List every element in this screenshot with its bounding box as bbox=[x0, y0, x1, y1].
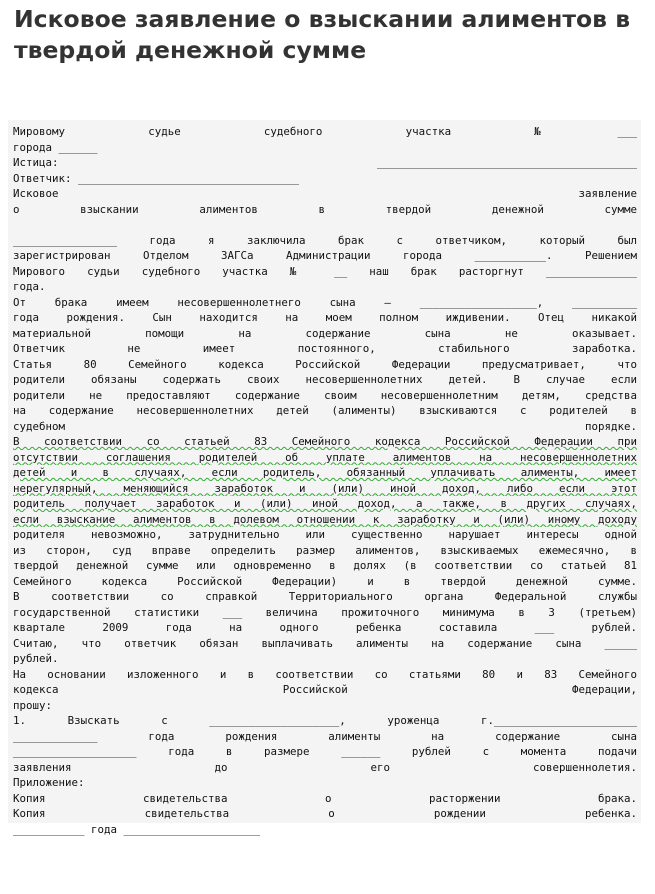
document-line bbox=[13, 264, 637, 280]
document-line-text: государственной статистики ___ величина прожиточного минимума в 3 (третьем) bbox=[13, 605, 637, 619]
document-line bbox=[13, 760, 637, 776]
document-line bbox=[13, 605, 637, 621]
document-line bbox=[13, 620, 637, 636]
document-line-text: Приложение: bbox=[13, 776, 85, 789]
document-line-text: родителя невозможно, затруднительно или существенно нарушает интересы одной bbox=[13, 528, 637, 541]
document-line bbox=[13, 589, 637, 605]
document-line-text: родители обязаны содержать своих несовершеннолетних детей. В случае если bbox=[13, 373, 637, 386]
document-line-text: Статья 80 Семейного кодекса Российской Федерации предусматривает, что bbox=[13, 357, 637, 371]
document-line-text: Копия свидетельства о рождении ребенка. bbox=[13, 807, 637, 820]
document-line-text: Считаю, что ответчик обязан выплачивать алименты на содержание сына _____ bbox=[13, 636, 637, 650]
document-line bbox=[13, 574, 637, 590]
document-line bbox=[13, 806, 637, 822]
document-line bbox=[13, 310, 637, 326]
document-line-text: В соответствии со справкой Территориального органа Федеральной службы bbox=[13, 590, 637, 603]
document-line bbox=[13, 434, 637, 450]
document-line bbox=[13, 667, 637, 683]
document-line bbox=[13, 791, 637, 807]
document-line bbox=[13, 357, 637, 373]
page-title: Исковое заявление о взыскании алиментов в твердой денежной сумме bbox=[14, 5, 631, 64]
document-line-text: из сторон, суд вправе определить размер алиментов, взыскиваемых ежемесячно, в bbox=[13, 543, 637, 557]
document-line-text: Семейного кодекса Российской Федерации) и в твердой денежной сумме. bbox=[13, 574, 637, 588]
document-line bbox=[13, 543, 637, 559]
document-body bbox=[8, 120, 641, 836]
document-line-text: От брака имеем несовершеннолетнего сына – __________________, __________ bbox=[13, 295, 637, 309]
document-line-text: Ответчик: __________________________________ bbox=[13, 171, 300, 185]
document-line bbox=[13, 682, 637, 698]
document-line-text: ________________ года я заключила брак с ответчиком, который был bbox=[13, 233, 637, 247]
document-line bbox=[13, 248, 637, 264]
document-line-text: прошу: bbox=[13, 698, 53, 712]
document-line bbox=[13, 636, 637, 652]
document-line-text: На основании изложенного и в соответствии со статьями 80 и 83 Семейного bbox=[13, 667, 637, 681]
document-line-text: родитель получает заработок и (или) иной доход, а также, в других случаях, bbox=[13, 497, 637, 510]
document-line-text: В соответствии со статьей 83 Семейного кодекса Российской Федерации при bbox=[13, 435, 637, 448]
document-text bbox=[13, 124, 637, 837]
document-line-text: детей и в случаях, если родитель, обязанный уплачивать алименты, имеет bbox=[13, 466, 637, 479]
document-line-text: Исковое заявление bbox=[13, 187, 637, 200]
document-line bbox=[13, 450, 637, 466]
document-line bbox=[13, 698, 637, 714]
document-line-text: года рождения. Сын находится на моем полном иждивении. Отец никакой bbox=[13, 311, 637, 324]
document-line bbox=[13, 713, 637, 729]
document-line-text: Мировому судье судебного участка №___ bbox=[13, 125, 637, 138]
document-line-text: Истица: ________________________________________ bbox=[13, 156, 637, 169]
document-line bbox=[13, 481, 637, 497]
document-line bbox=[13, 233, 637, 249]
document-line bbox=[13, 388, 637, 404]
document-line-text: заявления до его совершеннолетия. bbox=[13, 760, 637, 774]
document-line bbox=[13, 155, 637, 171]
document-line-text: зарегистрирован Отделом ЗАГСа Администрации города ___________. Решением bbox=[13, 249, 637, 262]
document-line bbox=[13, 186, 637, 202]
document-line-text: Мирового судьи судебного участка № __ наш брак расторгнут ______________ bbox=[13, 264, 637, 278]
document-line bbox=[13, 465, 637, 481]
document-line bbox=[13, 140, 637, 156]
document-line bbox=[13, 744, 637, 760]
document-line-text: _____________ года рождения алименты на содержание сына bbox=[13, 729, 637, 743]
document-line-text: квартале 2009 года на одного ребенка составила ___ рублей. bbox=[13, 621, 637, 634]
document-line-text: города ______ bbox=[13, 140, 98, 154]
document-line-text: на содержание несовершеннолетних детей (алименты) взыскиваются с родителей в bbox=[13, 404, 637, 417]
document-line bbox=[13, 217, 637, 233]
document-line-text: твердой денежной сумме или одновременно в долях (в соответствии со статьей 81 bbox=[13, 559, 637, 572]
document-line bbox=[13, 124, 637, 140]
document-line-text: судебном порядке. bbox=[13, 419, 637, 433]
document-line bbox=[13, 512, 637, 528]
document-line bbox=[13, 171, 637, 187]
document-line bbox=[13, 341, 637, 357]
document-line-text: нерегулярный, меняющийся заработок и (или) иной доход, либо если этот bbox=[13, 481, 637, 495]
document-line bbox=[13, 403, 637, 419]
document-line bbox=[13, 372, 637, 388]
document-line bbox=[13, 729, 637, 745]
document-line bbox=[13, 651, 637, 667]
document-line-text: о взыскании алиментов в твердой денежной сумме bbox=[13, 202, 637, 216]
document-line bbox=[13, 326, 637, 342]
document-line bbox=[13, 279, 637, 295]
document-line-text: материальной помощи на содержание сына не оказывает. bbox=[13, 326, 637, 340]
document-line-text: рублей. bbox=[13, 652, 59, 665]
document-line bbox=[13, 419, 637, 435]
document-line-text: кодекса Российской Федерации, bbox=[13, 683, 637, 696]
document-line-text: родители не предоставляют содержание своим несовершеннолетним детям, средства bbox=[13, 388, 637, 402]
document-line-text: Ответчик не имеет постоянного, стабильного заработка. bbox=[13, 342, 637, 355]
document-line bbox=[13, 527, 637, 543]
document-line-text: года. bbox=[13, 280, 46, 293]
document-line bbox=[13, 202, 637, 218]
document-line-text: отсутствии соглашения родителей об уплате алиментов на несовершеннолетних bbox=[13, 450, 637, 464]
document-line-text: ___________ года _____________________ bbox=[13, 822, 261, 836]
document-line-text: Копия свидетельства о расторжении брака. bbox=[13, 791, 637, 805]
document-line-text: 1. Взыскать с ____________________, уроженца г.______________________ bbox=[13, 714, 637, 727]
document-line-text: ___________________ года в размере ______ рублей с момента подачи bbox=[13, 745, 637, 758]
document-line bbox=[13, 295, 637, 311]
document-line bbox=[13, 775, 637, 791]
document-line bbox=[13, 822, 637, 838]
document-line bbox=[13, 558, 637, 574]
document-line-text: если взыскание алиментов в долевом отношении к заработку и (или) иному доходу bbox=[13, 512, 637, 526]
document-line bbox=[13, 496, 637, 512]
